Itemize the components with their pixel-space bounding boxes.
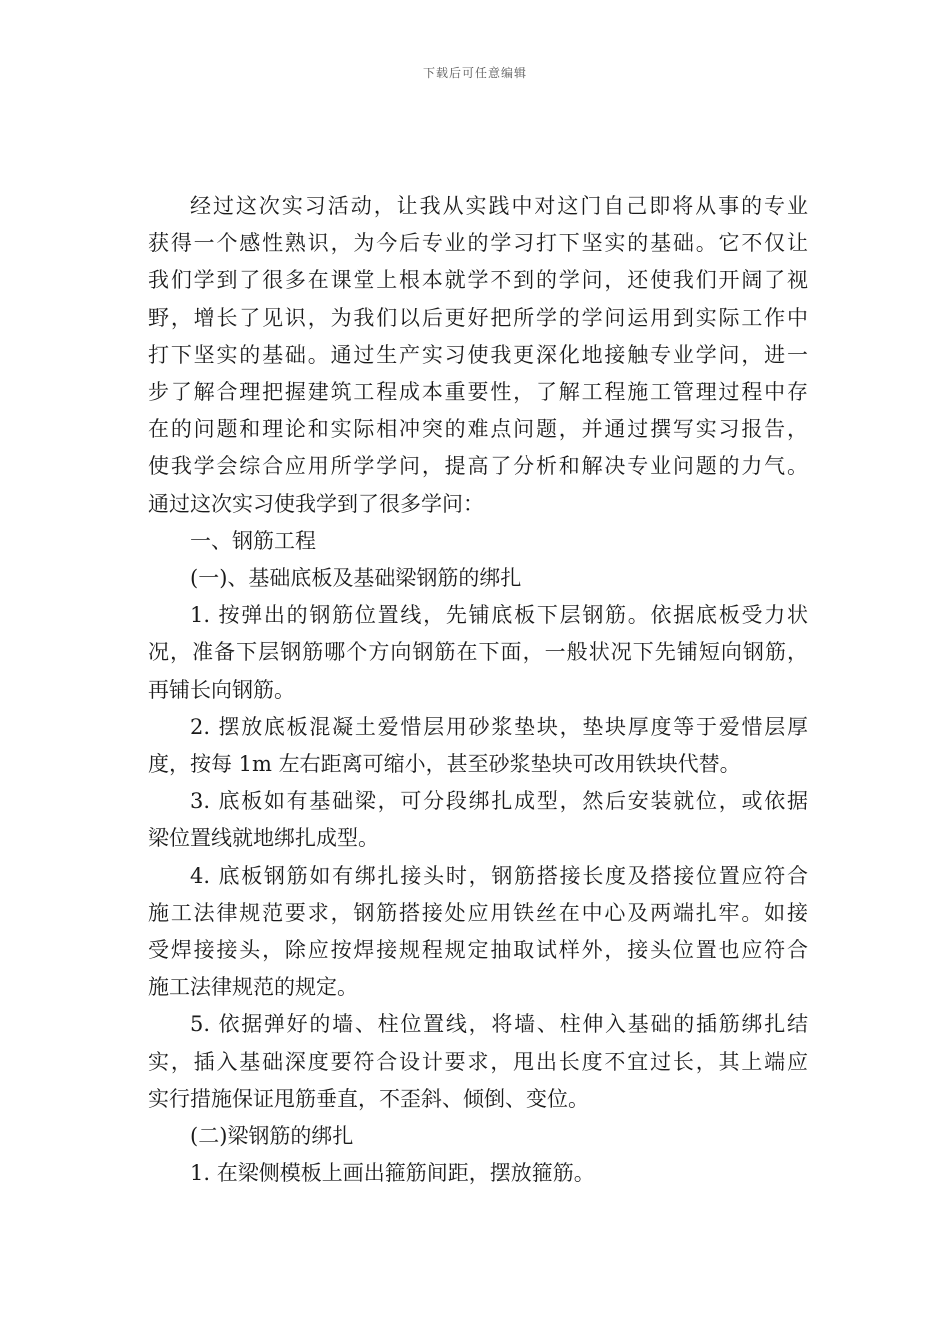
list-item [148,709,808,783]
text-line: 步了解合理把握建筑工程成本重要性，了解工程施工管理过程中存 [148,380,808,405]
text-line: 野，增长了见识，为我们以后更好把所学的学问运用到实际工作中 [148,305,808,330]
text-line: 通过这次实习使我学到了很多学问： [148,491,484,516]
text-line: 5. 依据弹好的墙、柱位置线，将墙、柱伸入基础的插筋绑扎结 [190,1012,808,1037]
page-header: 下载后可任意编辑 [422,66,527,80]
text-line: 3. 底板如有基础梁，可分段绑扎成型，然后安装就位，或依据 [190,789,808,814]
section-heading: 一、钢筋工程 [190,528,316,553]
text-line: 实，插入基础深度要符合设计要求，甩出长度不宜过长，其上端应 [148,1049,808,1074]
list-item [148,1006,808,1118]
intro-paragraph [148,188,808,523]
text-line: 施工法律规范的规定。 [148,975,358,1000]
text-line: 施工法律规范要求，钢筋搭接处应用铁丝在中心及两端扎牢。如接 [148,900,808,925]
text-line: 我们学到了很多在课堂上根本就学不到的学问，还使我们开阔了视 [148,268,808,293]
list-item [148,783,808,857]
text-line: 在的问题和理论和实际相冲突的难点问题，并通过撰写实习报告， [148,417,808,442]
text-line: 1. 按弹出的钢筋位置线，先铺底板下层钢筋。依据底板受力状 [190,603,808,628]
text-line: 打下坚实的基础。通过生产实习使我更深化地接触专业学问，进一 [148,342,808,367]
document-body [148,188,808,1192]
list-item [148,597,808,709]
text-line: 4. 底板钢筋如有绑扎接头时，钢筋搭接长度及搭接位置应符合 [190,863,808,888]
text-line: 况，准备下层钢筋哪个方向钢筋在下面，一般状况下先铺短向钢筋， [148,640,808,665]
text-line: 使我学会综合应用所学学问，提高了分析和解决专业问题的力气。 [148,454,808,479]
text-line: 实行措施保证甩筋垂直，不歪斜、倾倒、变位。 [148,1086,589,1111]
list-item: 1. 在梁侧模板上画出箍筋间距，摆放箍筋。 [190,1161,595,1186]
text-line: 受焊接接头，除应按焊接规程规定抽取试样外，接头位置也应符合 [148,938,808,963]
subsection-heading: (一)、基础底板及基础梁钢筋的绑扎 [190,566,522,591]
text-line: 度，按每 1m 左右距离可缩小，甚至砂浆垫块可改用铁块代替。 [148,752,741,777]
text-line: 经过这次实习活动，让我从实践中对这门自己即将从事的专业 [190,194,808,218]
text-line: 2. 摆放底板混凝土爱惜层用砂浆垫块，垫块厚度等于爱惜层厚 [190,714,808,739]
text-line: 再铺长向钢筋。 [148,677,295,702]
subsection-heading: (二)梁钢筋的绑扎 [190,1124,354,1149]
text-line: 获得一个感性熟识，为今后专业的学习打下坚实的基础。它不仅让 [148,231,808,256]
list-item [148,858,808,1007]
text-line: 梁位置线就地绑扎成型。 [148,826,379,851]
